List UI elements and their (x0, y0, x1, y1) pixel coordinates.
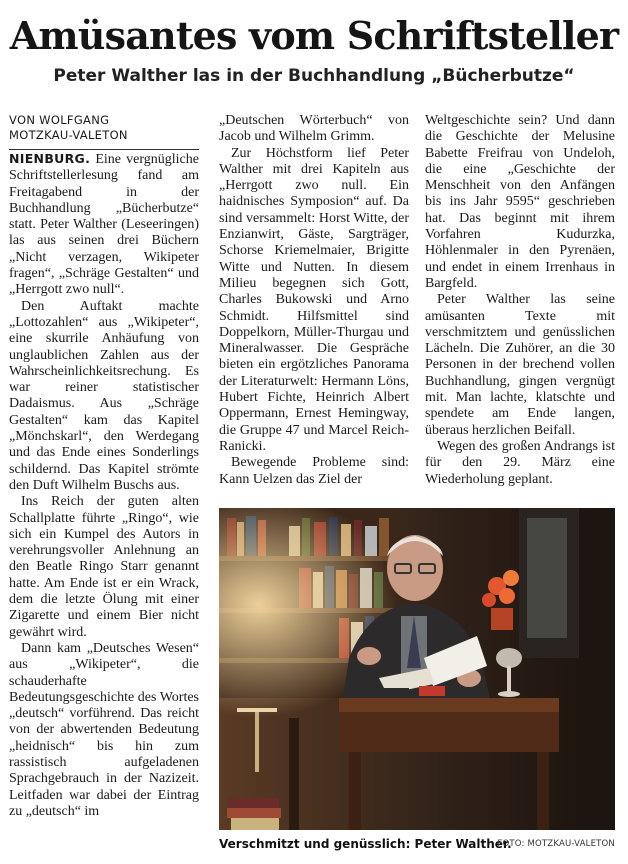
article-column-1 (9, 113, 199, 855)
paragraph: Zur Höchstform lief Peter Walther mit drei Kapiteln aus „Herrgott zwo null. Ein haidnisches Symposion“ auf. Da sind versammelt: Horst Witte, der Enzianwirt, Gäste, Sargträger, Schorse Kriemelmaier, Brigitte Witte und Nutten. In diesem Milieu begegnen sich Gott, Charles Bukowski und Arno Schmidt. Hilfsmittel sind Doppelkorn, Müller-Thurgau und Mineralwasser. Die Gespräche bieten ein ergötzliches Panorama der Literaturwelt: Hermann Löns, Hubert Fichte, Heinrich Albert Oppermann, Ernest Hemingway, die Gruppe 47 und Marcel Reich-Ranicki. (219, 145, 409, 454)
paragraph: Bewegende Probleme sind: Kann Uelzen das Ziel der (219, 455, 409, 487)
paragraph: Den Auftakt machte „Lottozahlen“ aus „Wikipeter“, eine skurrile Anhäufung von unglaublichen Zahlen aus der Wahrscheinlichkeitsrechung. Es war reiner statistischer Dadaismus. Aus „Schräge Gestalten“ kam das Kapitel „Mönchskarl“, den Werdegang und das Ende eines Sonderlings schildernd. Das Kapitel strömte den Duft Wilhelm Buschs aus. (9, 298, 199, 493)
paragraph: Peter Walther las seine amüsanten Texte mit verschmitztem und genüsslichen Lächeln. Die Zuhörer, an die 30 Personen in der brechend vollen Buchhandlung, gingen vergnügt mit. Man lachte, klatschte und spendete am Ende langen, überaus herzlichen Beifall. (425, 292, 615, 438)
byline (9, 113, 199, 143)
article-headline: Amüsantes vom Schriftsteller (9, 13, 619, 58)
paragraph: Ins Reich der guten alten Schallplatte führte „Ringo“, wie sich ein Kumpel des Autors in verehrungsvoller Anlehnung an den Beatle Ringo Starr genannt hatte. Am Ende ist er ein Wrack, dem die letzte Ölung mit einer Zigarette und einem Bier nicht gewährt wird. (9, 494, 199, 640)
reading-author-photo (219, 508, 615, 830)
paragraph: Wegen des großen Andrangs ist für den 29. März eine Wiederholung geplant. (425, 438, 615, 487)
byline-rule (9, 149, 199, 150)
paragraph (9, 151, 199, 299)
photo-credit: FOTO: MOTZKAU-VALETON (497, 839, 615, 849)
paragraph: „Deutschen Wörterbuch“ von Jacob und Wilhelm Grimm. (219, 113, 409, 145)
byline-line-1: VON WOLFGANG (9, 113, 110, 127)
paragraph-text: Eine vergnügliche Schriftstellerlesung fand am Freitagabend in der Buchhandlung „Bücherbutze“ statt. Peter Walther (Leseeringen) las aus seinen drei Büchern „Nicht verzagen, Wikipeter fragen“, „Schräge Gestalten“ und „Herrgott zwo null“. (9, 152, 199, 298)
paragraph: Dann kam „Deutsches Wesen“ aus „Wikipeter“, die schauderhafte Bedeutungsgeschichte des Wortes „deutsch“ vorführend. Das reicht von der abwertenden Bedeutung „heidnisch“ bis hin zum rassistisch aufgeladenen Sprachgebrauch in der Nazizeit. Leitfaden war dabei der Eintrag zu „deutsch“ im (9, 640, 199, 819)
dateline: NIENBURG. (9, 151, 91, 166)
paragraph: Weltgeschichte sein? Und dann die Geschichte der Melusine Babette Freifrau von Undeloh, die eine „Geschichte der Menschheit von den Anfängen bis ins Jahr 9595“ geschrieben hat. Das beginnt mit ihrem Vorfahren Kudurzka, Höhlenmaler in den Pyrenäen, und endet in einem Irrenhaus in Bargfeld. (425, 113, 615, 291)
article-subheadline: Peter Walther las in der Buchhandlung „Bücherbutze“ (53, 66, 575, 86)
article-column-2 (219, 113, 409, 493)
photo-illustration (219, 508, 615, 830)
byline-line-2: MOTZKAU-VALETON (9, 128, 128, 142)
article-column-3 (425, 113, 615, 493)
photo-caption: Verschmitzt und genüsslich: Peter Walther. (219, 837, 512, 851)
